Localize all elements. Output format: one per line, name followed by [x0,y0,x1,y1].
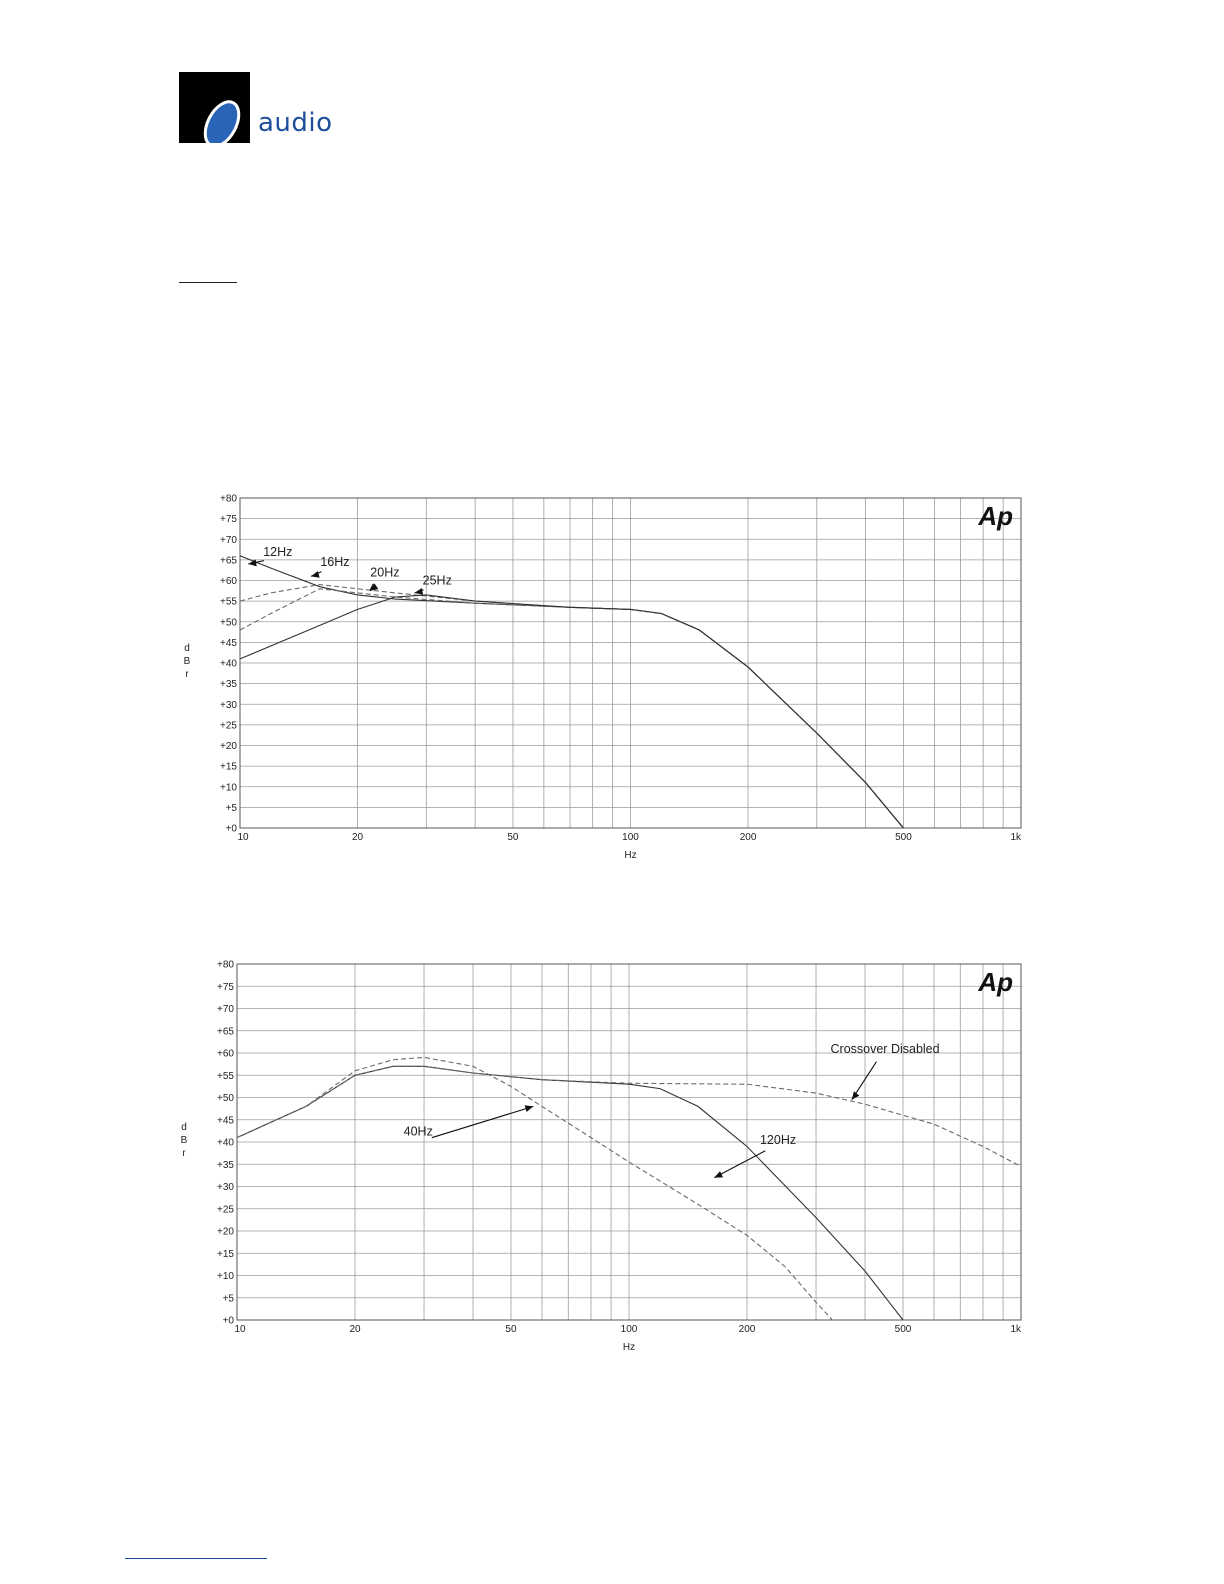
annotation-label: 16Hz [320,555,350,570]
logo-ellipse-icon [179,72,250,143]
annotation-label: 40Hz [403,1124,433,1139]
brand-logo-text: audio [258,108,333,138]
x-tick-label: 500 [895,832,912,843]
y-axis-title-letter: d [181,1122,187,1133]
y-tick-label: +30 [217,1182,234,1193]
x-tick-label: 50 [505,1324,517,1335]
chart1-gridlines [240,498,1021,828]
y-axis-title-letter: B [180,1135,188,1146]
y-tick-label: +5 [225,802,237,814]
y-tick-label: +10 [220,782,237,794]
y-axis-title-letter: r [185,669,189,680]
y-tick-label: +30 [220,699,237,711]
series-line-25hz [240,595,903,828]
y-tick-label: +35 [220,679,237,691]
series-line-12hz [240,556,903,828]
y-tick-label: +35 [217,1159,234,1171]
x-tick-label: 20 [349,1324,361,1335]
y-tick-label: +40 [220,658,237,670]
ap-watermark-logo: Ap [978,967,1013,997]
x-tick-label: 10 [234,1324,246,1335]
y-tick-label: +75 [220,514,237,526]
y-tick-label: +45 [220,637,237,649]
annotation-arrow-head [525,1105,534,1112]
x-tick-label: 1k [1010,832,1021,843]
annotation-label: 120Hz [759,1133,797,1148]
y-tick-label: +10 [217,1271,234,1282]
x-axis-title: Hz [624,850,637,861]
x-tick-label: 1k [1010,1324,1021,1335]
y-tick-label: +15 [220,761,237,773]
ap-watermark-logo: Ap [978,501,1013,531]
y-tick-label: +80 [217,959,234,971]
x-tick-label: 200 [739,832,757,843]
y-tick-label: +15 [217,1248,234,1260]
y-tick-label: +65 [220,555,237,567]
annotation-label: 25Hz [422,573,452,588]
y-tick-label: +70 [220,534,237,546]
frequency-response-chart-1 [0,480,1224,880]
series-line-120hz [237,1066,903,1320]
x-tick-label: 20 [351,832,364,843]
series-line-40hz [237,1057,832,1320]
series-line-20hz [240,585,903,828]
annotation-arrow-head [714,1171,723,1178]
annotation-arrow-head [311,571,320,578]
y-tick-label: +50 [217,1093,234,1104]
annotation-label: 12Hz [263,544,293,559]
x-tick-label: 500 [894,1324,912,1335]
y-tick-label: +5 [222,1293,234,1305]
annotation-arrow-head [415,588,424,595]
y-tick-label: +25 [220,720,237,732]
y-tick-label: +0 [222,1315,234,1327]
brand-logo-mark [179,72,250,143]
y-tick-label: +75 [217,981,234,993]
y-tick-label: +80 [220,493,237,505]
chart2-gridlines [237,964,1021,1320]
y-axis-title-letter: r [182,1148,186,1159]
y-tick-label: +55 [217,1070,234,1082]
y-tick-label: +65 [217,1026,234,1038]
y-axis-title-letter: d [184,643,190,654]
y-tick-label: +60 [217,1048,234,1060]
y-tick-label: +20 [217,1226,234,1238]
footer-link-rule [125,1558,267,1559]
x-tick-label: 10 [237,832,249,843]
frequency-response-chart-2 [0,950,1224,1360]
x-tick-label: 200 [738,1324,756,1335]
x-tick-label: 100 [620,1324,638,1335]
y-tick-label: +50 [220,617,237,629]
annotation-arrow-line [432,1106,534,1137]
x-tick-label: 50 [507,832,519,843]
x-tick-label: 100 [622,832,639,843]
annotation-arrow-head [852,1091,860,1099]
y-tick-label: +45 [217,1115,234,1127]
y-tick-label: +20 [220,741,237,752]
annotation-label: 20Hz [370,565,400,580]
y-axis-title-letter: B [183,656,191,667]
y-tick-label: +40 [217,1137,234,1149]
y-tick-label: +70 [217,1004,234,1015]
annotation-label: Crossover Disabled [830,1042,940,1056]
section-heading-rule [179,282,237,283]
y-tick-label: +0 [225,823,237,835]
y-tick-label: +60 [220,576,237,587]
x-axis-title: Hz [622,1342,636,1353]
y-tick-label: +55 [220,596,237,608]
series-line-16hz [240,589,903,828]
y-tick-label: +25 [217,1204,234,1216]
